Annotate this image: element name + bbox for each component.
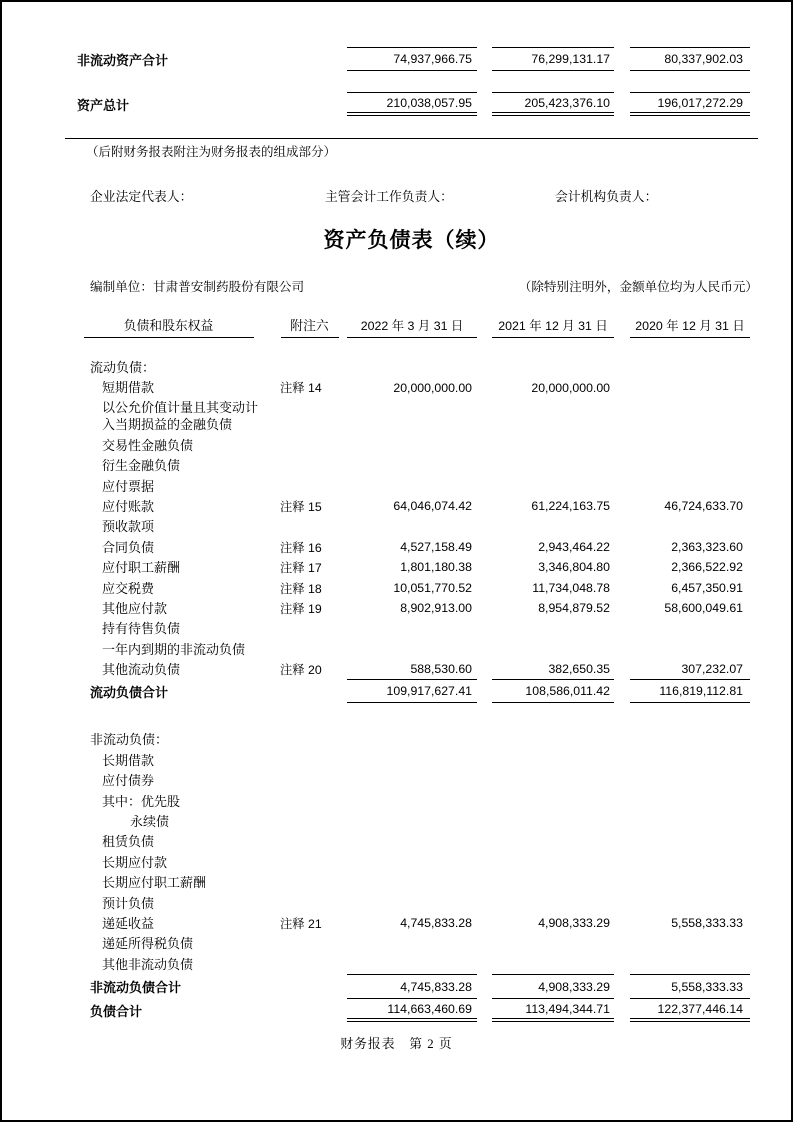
- table-row: [65, 791, 758, 811]
- row-value: 382,650.35: [548, 662, 610, 677]
- header-date-2020: 2020 年 12 月 31 日: [630, 316, 750, 338]
- horizontal-divider: [65, 138, 758, 139]
- table-row: [65, 831, 758, 851]
- table-row: [65, 496, 758, 516]
- row-value: [492, 872, 614, 892]
- row-label-line2: 入当期损益的金融负债: [102, 417, 233, 433]
- legal-representative-label: 企业法定代表人：: [90, 190, 193, 204]
- row-label: 非流动资产合计: [77, 52, 169, 68]
- row-label: 其他应付款: [102, 600, 168, 616]
- row-value: [630, 791, 750, 811]
- row-value: [630, 618, 750, 638]
- table-row: [65, 377, 758, 397]
- table-row: [65, 455, 758, 475]
- row-value: [492, 455, 614, 475]
- row-value: [492, 639, 614, 659]
- row-value: [492, 954, 614, 974]
- row-label: 预收款项: [102, 519, 155, 535]
- row-value: [630, 476, 750, 496]
- prepared-by-label: 编制单位：甘肃普安制药股份有限公司: [90, 280, 305, 294]
- appendix-note: （后附财务报表附注为财务报表的组成部分）: [86, 145, 337, 159]
- row-value: [347, 852, 477, 872]
- table-row: [65, 750, 758, 770]
- row-value: [492, 398, 614, 435]
- asset-summary-block: [65, 2, 758, 116]
- row-value: [492, 618, 614, 638]
- table-row: [65, 974, 758, 998]
- row-value: [492, 791, 614, 811]
- row-value: 108,586,011.42: [492, 679, 614, 703]
- row-value: 8,954,879.52: [538, 601, 610, 616]
- row-label: 流动负债：: [90, 360, 156, 375]
- spacer-row: [65, 703, 758, 729]
- row-label: 短期借款: [102, 380, 155, 396]
- header-note-column: 附注六: [272, 315, 347, 338]
- row-value: 6,457,350.91: [671, 580, 743, 595]
- table-row: [65, 476, 758, 496]
- row-value: [347, 476, 477, 496]
- row-value: [347, 831, 477, 851]
- row-label: 持有待售负债: [102, 621, 181, 637]
- row-label: 递延所得税负债: [102, 936, 194, 952]
- row-note: 注释 15: [280, 499, 322, 514]
- row-label: 应付债券: [102, 773, 155, 789]
- row-note: 注释 21: [280, 916, 322, 931]
- row-value: 74,937,966.75: [347, 47, 477, 71]
- row-value: [630, 750, 750, 770]
- row-value: [492, 516, 614, 536]
- table-row: [65, 398, 758, 435]
- row-value: [347, 893, 477, 913]
- row-value: 114,663,460.69: [347, 998, 477, 1022]
- table-row: [65, 893, 758, 913]
- row-value: [492, 729, 614, 749]
- table-row: [65, 598, 758, 618]
- row-value: [630, 455, 750, 475]
- row-value: [630, 729, 750, 749]
- row-value: 46,724,633.70: [664, 499, 743, 514]
- row-note: 注释 16: [280, 540, 322, 555]
- row-value: 3,346,804.80: [538, 560, 610, 575]
- header-liabilities-equity: 负债和股东权益: [65, 315, 272, 338]
- row-value: 11,734,048.78: [532, 580, 610, 595]
- row-value: [630, 893, 750, 913]
- row-value: 109,917,627.41: [347, 679, 477, 703]
- row-value: [630, 639, 750, 659]
- row-label: 预计负债: [102, 895, 155, 911]
- row-value: [492, 831, 614, 851]
- table-row: [65, 998, 758, 1022]
- table-row: [65, 679, 758, 703]
- row-label: 资产总计: [77, 97, 130, 113]
- row-value: [630, 516, 750, 536]
- table-row: [65, 872, 758, 892]
- table-row: [65, 537, 758, 557]
- row-note: 注释 20: [280, 663, 322, 678]
- row-value: [630, 357, 750, 377]
- table-header-row: [65, 314, 758, 338]
- subtitle-row: [65, 279, 758, 295]
- row-value: [630, 852, 750, 872]
- row-label: [65, 399, 272, 434]
- header-date-2022: 2022 年 3 月 31 日: [347, 316, 477, 338]
- row-value: 116,819,112.81: [630, 679, 750, 703]
- row-value: 4,745,833.28: [347, 974, 477, 998]
- row-value: 122,377,446.14: [630, 998, 750, 1022]
- row-label: 其中：优先股: [102, 793, 181, 809]
- row-value: [492, 770, 614, 790]
- row-value: [492, 476, 614, 496]
- table-row: [65, 659, 758, 679]
- row-value: 8,902,913.00: [400, 601, 472, 616]
- row-value: 205,423,376.10: [492, 92, 614, 116]
- row-note: 注释 19: [280, 601, 322, 616]
- row-label: 租赁负债: [102, 834, 155, 850]
- row-value: [630, 770, 750, 790]
- table-row: [65, 639, 758, 659]
- row-value: [347, 398, 477, 435]
- row-label: 一年内到期的非流动负债: [102, 641, 246, 657]
- table-row: [65, 618, 758, 638]
- row-value: 2,943,464.22: [538, 539, 610, 554]
- row-note: 注释 18: [280, 581, 322, 596]
- row-label: 长期借款: [102, 752, 155, 768]
- row-value: [630, 954, 750, 974]
- row-label: 应付账款: [102, 498, 155, 514]
- row-value: 210,038,057.95: [347, 92, 477, 116]
- row-value: [347, 357, 477, 377]
- row-value: [347, 770, 477, 790]
- table-row: [65, 954, 758, 974]
- row-label: 衍生金融负债: [102, 458, 181, 474]
- row-value: [492, 435, 614, 455]
- row-value: [630, 933, 750, 953]
- row-label: 长期应付职工薪酬: [102, 875, 207, 891]
- statement-title: 资产负债表（续）: [323, 228, 500, 252]
- row-value: 2,363,323.60: [671, 539, 743, 554]
- row-label: 负债合计: [90, 1003, 143, 1019]
- row-value: 80,337,902.03: [630, 47, 750, 71]
- row-value: [347, 750, 477, 770]
- row-value: 58,600,049.61: [664, 601, 743, 616]
- table-row: [65, 913, 758, 933]
- row-value: 5,558,333.33: [671, 916, 743, 931]
- row-value: 20,000,000.00: [531, 380, 610, 395]
- table-row: [65, 933, 758, 953]
- row-label: 交易性金融负债: [102, 437, 194, 453]
- row-value: 196,017,272.29: [630, 92, 750, 116]
- row-value: [492, 933, 614, 953]
- chief-accountant-label: 主管会计工作负责人：: [325, 190, 453, 204]
- currency-unit-note: （除特别注明外，金额单位均为人民币元）: [518, 280, 758, 294]
- header-date-2021: 2021 年 12 月 31 日: [492, 316, 614, 338]
- page-content: [2, 2, 791, 1022]
- row-value: 588,530.60: [410, 662, 472, 677]
- row-label: 应交税费: [102, 580, 155, 596]
- row-value: 61,224,163.75: [531, 499, 610, 514]
- row-value: 10,051,770.52: [393, 580, 472, 595]
- row-value: [347, 729, 477, 749]
- row-label: 其他流动负债: [102, 662, 181, 678]
- row-value: [492, 893, 614, 913]
- table-row: [65, 770, 758, 790]
- table-row: [65, 516, 758, 536]
- row-label: 合同负债: [102, 539, 155, 555]
- page-footer: 财务报表 第 2 页: [340, 1037, 453, 1051]
- row-value: [347, 618, 477, 638]
- row-value: 113,494,344.71: [492, 998, 614, 1022]
- row-value: [630, 377, 750, 397]
- row-value: [347, 791, 477, 811]
- row-value: [347, 639, 477, 659]
- row-value: 2,366,522.92: [671, 560, 743, 575]
- row-value: [630, 811, 750, 831]
- row-label: 长期应付款: [102, 854, 168, 870]
- row-value: [347, 933, 477, 953]
- row-value: 5,558,333.33: [630, 974, 750, 998]
- row-value: [347, 435, 477, 455]
- table-row: [65, 811, 758, 831]
- row-label: 应付票据: [102, 478, 155, 494]
- row-note: 注释 17: [280, 561, 322, 576]
- row-value: 4,527,158.49: [400, 539, 472, 554]
- table-row: [65, 435, 758, 455]
- row-value: [492, 357, 614, 377]
- row-note: 注释 14: [280, 381, 322, 396]
- row-value: 4,745,833.28: [400, 916, 472, 931]
- row-label: 其他非流动负债: [102, 956, 194, 972]
- row-value: [347, 516, 477, 536]
- assets-grand-total-row: [65, 92, 758, 116]
- table-row: [65, 578, 758, 598]
- row-value: 20,000,000.00: [393, 380, 472, 395]
- row-label: 流动负债合计: [90, 684, 169, 700]
- row-label: 应付职工薪酬: [102, 560, 181, 576]
- row-value: [492, 811, 614, 831]
- row-value: [347, 455, 477, 475]
- row-label-line1: 以公允价值计量且其变动计: [102, 399, 259, 415]
- table-row: [65, 852, 758, 872]
- table-row: [65, 557, 758, 577]
- balance-table-body: [65, 357, 758, 1022]
- row-value: 76,299,131.17: [492, 47, 614, 71]
- table-row: [65, 729, 758, 749]
- row-value: [492, 852, 614, 872]
- noncurrent-assets-total-row: [65, 47, 758, 71]
- row-value: [347, 811, 477, 831]
- row-label: 非流动负债：: [90, 732, 169, 748]
- row-value: [347, 954, 477, 974]
- accounting-dept-head-label: 会计机构负责人：: [555, 190, 658, 204]
- row-value: [492, 750, 614, 770]
- row-label: 非流动负债合计: [90, 979, 182, 995]
- row-label: 永续债: [130, 814, 170, 830]
- table-row: [65, 357, 758, 377]
- row-value: [347, 872, 477, 892]
- row-value: [630, 831, 750, 851]
- row-value: [630, 872, 750, 892]
- row-value: 4,908,333.29: [492, 974, 614, 998]
- row-value: [630, 398, 750, 435]
- row-value: 64,046,074.42: [393, 499, 472, 514]
- row-label: 递延收益: [102, 915, 155, 931]
- row-value: 4,908,333.29: [538, 916, 610, 931]
- signature-row: [65, 186, 758, 202]
- row-value: 1,801,180.38: [400, 560, 472, 575]
- row-value: 307,232.07: [681, 662, 743, 677]
- row-value: [630, 435, 750, 455]
